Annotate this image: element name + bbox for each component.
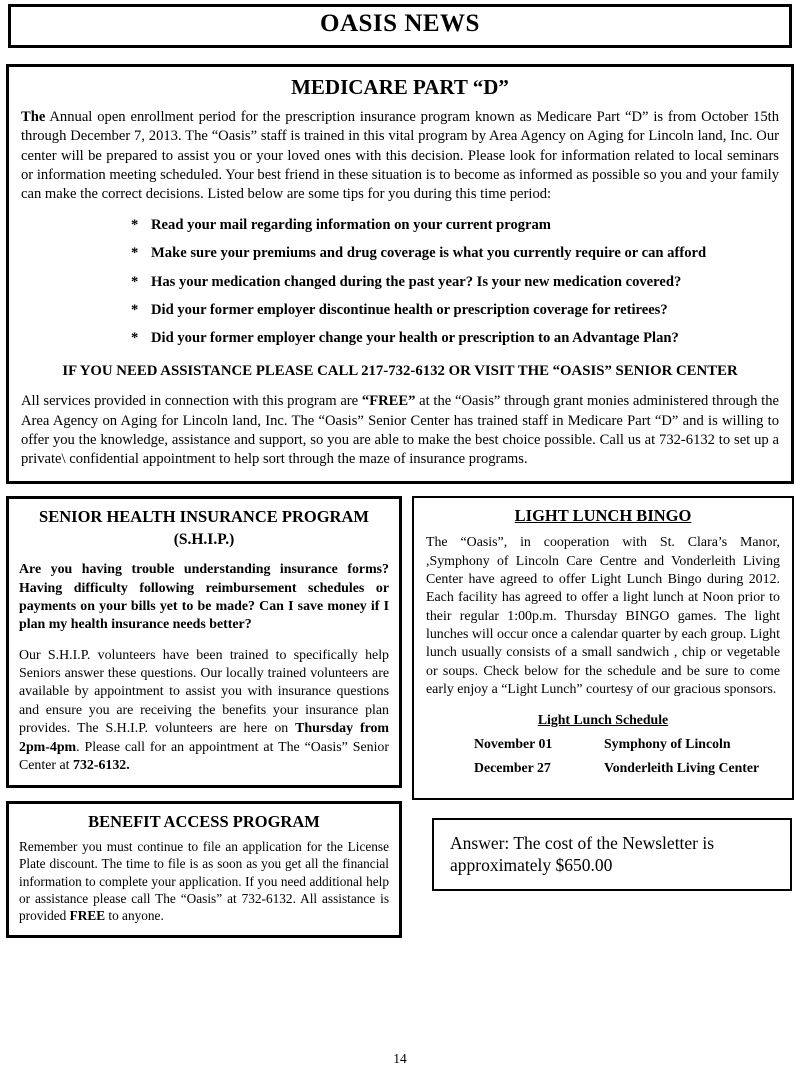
bullet-text: Read your mail regarding information on your current program (151, 217, 551, 234)
bullet-item (131, 301, 779, 319)
bullet-text: Make sure your premiums and drug coverage is what you currently require or can afford (151, 245, 707, 262)
benefit-body-bold: FREE (69, 908, 106, 924)
benefit-body-post: to anyone. (105, 908, 164, 924)
bullet-text: Did your former employer change your health or prescription to an Advantage Plan? (151, 330, 679, 347)
ship-body-bold-hours: Thursday from 2pm-4pm (19, 721, 389, 755)
ship-body-pre: Our S.H.I.P. volunteers have been trained to specifically help Seniors answer these questions. Our locally trained volunteers are available by appointment to assist you with insurance questions and ensure you are receiving the benefits your insurance plan provides. The S.H.I.P. volunteers are here on (19, 647, 389, 737)
benefit-section (6, 801, 402, 937)
bingo-paragraph: The “Oasis”, in cooperation with St. Clara’s Manor, ,Symphony of Lincoln Care Centre and Vonderleith Living Center have agreed to offer Light Lunch Bingo during 2012. Each facility has agreed to offer a light lunch at Noon prior to their regular 1:00p.m. Thursday BINGO games. The light lunches will occur once a calendar quarter by each group. Light lunch usually consists of a small sandwich , chip or vegetable or soups. Check below for the schedule and be sure to come early enjoy a “Light Lunch” courtesy of our gracious sponsors. (426, 535, 780, 698)
masthead (8, 4, 792, 48)
bullet-list (131, 216, 779, 347)
bullet-marker: * (131, 330, 139, 347)
bullet-text: Did your former employer discontinue health or prescription coverage for retirees? (151, 301, 668, 318)
schedule-venue: Symphony of Lincoln (604, 735, 731, 751)
benefit-body-pre: Remember you must continue to file an application for the License Plate discount. The time to file is as soon as you get all the financial information to complete your application. If you need additional help or assistance please call The “Oasis” at 732-6132. All assistance is provided (19, 839, 389, 924)
medicare-intro-rest: Annual open enrollment period for the prescription insurance program known as Medicare Part “D” is from October 15th through December 7, 2013. The “Oasis” staff is trained in this vital program by Area Agency on Aging for Lincoln land, Inc. Our center will be prepared to assist you or your loved ones with this decision. Please look for information related to local seminars or information meeting scheduled. Your best friend in these situation is to become as informed as possible so you and your family can make the correct decisions. Listed below are some tips for you during this time period: (21, 109, 779, 202)
two-column-layout (6, 496, 794, 937)
schedule-rows (474, 736, 780, 776)
bullet-text: Has your medication changed during the past year? Is your new medication covered? (151, 273, 682, 290)
ship-body-mid: . Please call for an appointment at The “Oasis” Senior Center at (19, 739, 389, 773)
right-column (412, 496, 794, 891)
bullet-item (131, 329, 779, 347)
schedule-title: Light Lunch Schedule (537, 711, 669, 727)
bullet-marker: * (131, 301, 139, 318)
bullet-item (131, 273, 779, 291)
benefit-title: BENEFIT ACCESS PROGRAM (88, 812, 320, 832)
bullet-item (131, 244, 779, 262)
schedule-date: November 01 (474, 735, 553, 751)
schedule-row (474, 736, 780, 752)
bullet-marker: * (131, 273, 139, 290)
medicare-closing-pre: All services provided in connection with this program are (21, 393, 362, 410)
masthead-title: OASIS NEWS (320, 10, 480, 37)
ship-title: SENIOR HEALTH INSURANCE PROGRAM (39, 507, 369, 527)
schedule-venue: Vonderleith Living Center (604, 759, 760, 775)
schedule-row (474, 760, 780, 776)
ship-subtitle: (S.H.I.P.) (173, 531, 235, 549)
page-number: 14 (393, 1051, 407, 1066)
bingo-title: LIGHT LUNCH BINGO (514, 506, 692, 526)
schedule-date: December 27 (474, 759, 551, 775)
assistance-line: IF YOU NEED ASSISTANCE PLEASE CALL 217-732-6132 OR VISIT THE “OASIS” SENIOR CENTER (62, 363, 738, 380)
medicare-closing-post: at the “Oasis” through grant monies administered through the Area Agency on Aging for Lincoln land, Inc. The “Oasis” Senior Center has trained staff in Medicare Part “D” and is willing to offer you the knowledge, assistance and support, so you are able to make the best choice possible. Call us at 732-6132 to set up a private\ confidential appointment to help sort through the maze of insurance programs. (21, 393, 779, 468)
medicare-closing-bold: “FREE” (361, 393, 416, 410)
medicare-section (6, 64, 794, 484)
ship-section (6, 496, 402, 788)
benefit-paragraph (19, 838, 389, 924)
answer-box (432, 818, 792, 892)
bingo-section (412, 496, 794, 799)
ship-question-paragraph: Are you having trouble understanding insurance forms? Having difficulty following reimbursement schedules or payments on your bills yet to be made? Can I save money if I plan my health insurance needs better? (19, 562, 389, 633)
ship-body-paragraph (19, 647, 389, 775)
medicare-intro (21, 108, 779, 204)
ship-body-bold-phone: 732-6132. (73, 757, 130, 773)
medicare-title: MEDICARE PART “D” (291, 75, 509, 99)
bullet-item (131, 216, 779, 234)
left-column (6, 496, 402, 937)
bullet-marker: * (131, 217, 139, 234)
answer-text: Answer: The cost of the Newsletter is approximately $650.00 (450, 832, 715, 876)
bullet-marker: * (131, 245, 139, 262)
medicare-closing (21, 392, 779, 469)
medicare-intro-lead: The (21, 109, 46, 125)
